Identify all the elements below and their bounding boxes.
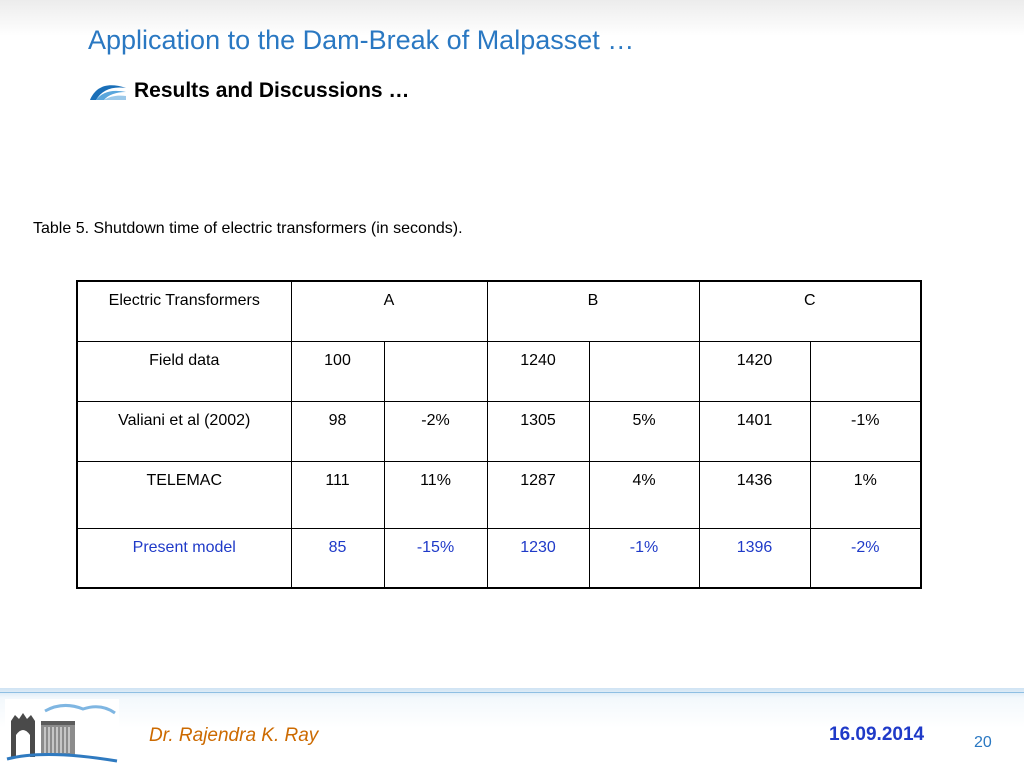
wave-icon [88,80,128,102]
table-row [77,401,921,461]
table-cell [384,341,487,401]
table-cell [810,341,921,401]
row-label: TELEMAC [77,461,291,528]
table-cell: 11% [384,461,487,528]
table-cell: 1396 [699,528,810,588]
table-cell: 1305 [487,401,589,461]
slide-title: Application to the Dam-Break of Malpasset … [88,25,635,55]
table-row [77,461,921,528]
presentation-date: 16.09.2014 [829,724,925,745]
table-cell: 1240 [487,341,589,401]
table-cell: 1% [810,461,921,528]
iit-mandi-logo-icon [5,699,119,765]
table-cell: 111 [291,461,384,528]
table-cell: 1436 [699,461,810,528]
table-row-highlight [77,528,921,588]
table-cell: -1% [810,401,921,461]
table-cell [589,341,699,401]
table-cell: 1420 [699,341,810,401]
header-cell: A [291,281,487,341]
slide-subtitle [88,76,409,106]
table-cell: -15% [384,528,487,588]
table-cell: 98 [291,401,384,461]
row-label: Present model [77,528,291,588]
transformer-table [76,280,922,589]
row-label: Valiani et al (2002) [77,401,291,461]
header-cell: C [699,281,921,341]
table-cell: -2% [384,401,487,461]
page-number: 20 [974,734,992,751]
table-caption: Table 5. Shutdown time of electric transformers (in seconds). [33,220,463,237]
table-cell: 1401 [699,401,810,461]
table-cell: 5% [589,401,699,461]
header-cell: Electric Transformers [77,281,291,341]
table-cell: 100 [291,341,384,401]
table-row [77,341,921,401]
subtitle-text: Results and Discussions … [134,79,410,102]
table-cell: -1% [589,528,699,588]
institute-logo [5,699,119,765]
header-cell: B [487,281,699,341]
row-label: Field data [77,341,291,401]
table-cell: -2% [810,528,921,588]
table-cell: 1230 [487,528,589,588]
table-cell: 1287 [487,461,589,528]
footer-divider [0,692,1024,693]
author-name: Dr. Rajendra K. Ray [149,725,319,746]
table-cell: 4% [589,461,699,528]
table-cell: 85 [291,528,384,588]
table-header-row [77,281,921,341]
